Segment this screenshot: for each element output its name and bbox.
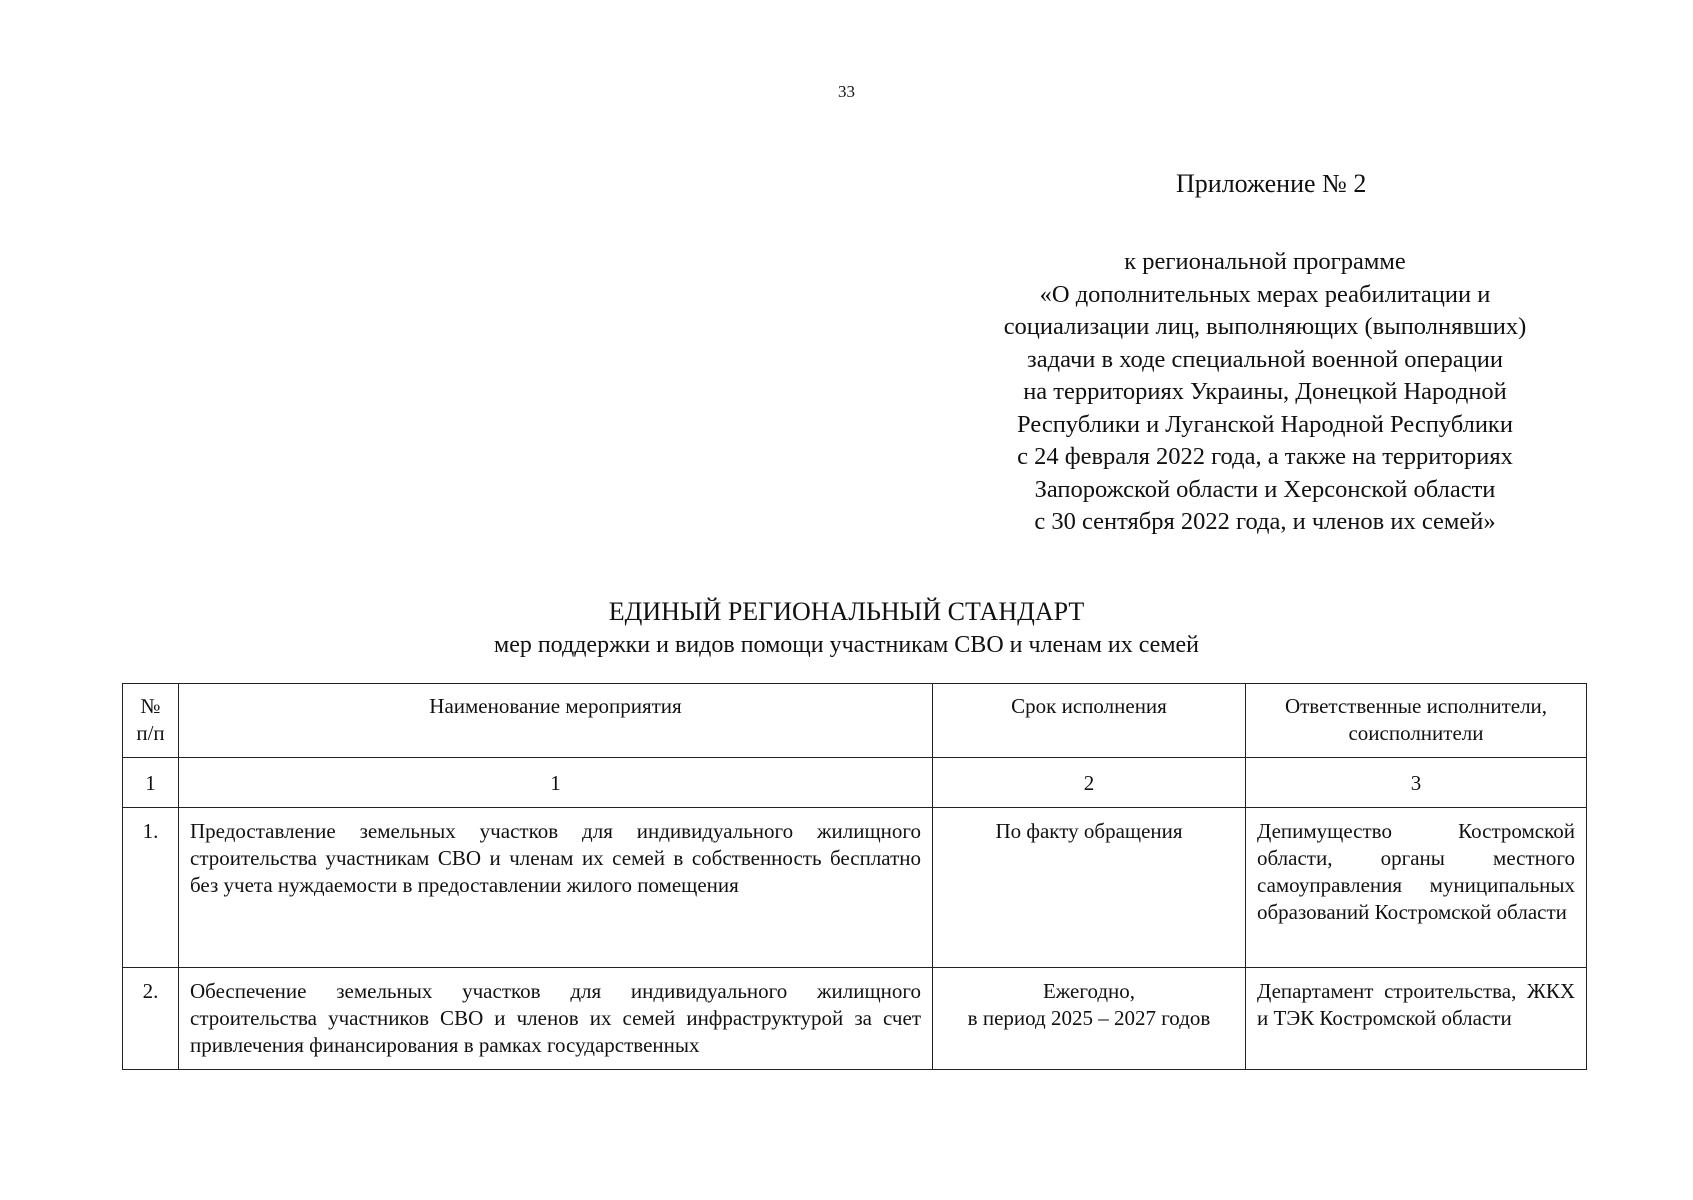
header-name: Наименование мероприятия [179,684,933,758]
appendix-line: с 30 сентября 2022 года, и членов их семей» [1034,508,1496,535]
row-number: 1. [123,808,179,968]
table-row [123,968,1587,1070]
measure-term: По факту обращения [933,808,1246,968]
appendix-reference [950,246,1580,539]
appendix-line: Республики и Луганской Народной Республики [1017,410,1513,438]
column-number: 1 [123,758,179,808]
column-number: 2 [933,758,1246,808]
table-header-row [123,684,1587,758]
page-number: 33 [838,82,855,101]
row-number: 2. [123,968,179,1070]
appendix-title: Приложение № 2 [1176,169,1367,198]
appendix-line: Запорожской области и Херсонской области [1034,475,1496,503]
measure-term [933,968,1246,1070]
header-responsible: Ответственные исполнители, соисполнители [1246,684,1587,758]
table-row [123,808,1587,968]
header-term: Срок исполнения [933,684,1246,758]
appendix-line: социализации лиц, выполняющих (выполнявших) [1003,313,1527,340]
appendix-line: «О дополнительных мерах реабилитации и [1039,280,1491,308]
measures-table [122,683,1587,1070]
appendix-line: к региональной программе [1124,248,1406,275]
header-num: № п/п [123,684,179,758]
measure-term-line: Ежегодно, [1042,979,1136,1003]
appendix-line: с 24 февраля 2022 года, а также на территориях [1017,443,1513,470]
appendix-line: задачи в ходе специальной военной операции [1027,345,1503,373]
document-title: ЕДИНЫЙ РЕГИОНАЛЬНЫЙ СТАНДАРТ [608,597,1085,626]
measure-responsible: Депимущество Костромской области, органы местного самоуправления муниципальных образований Костромской области [1246,808,1587,968]
document-subtitle: мер поддержки и видов помощи участникам СВО и членам их семей [494,632,1199,658]
column-numbers-row [123,758,1587,808]
column-number: 1 [179,758,933,808]
measure-term-line: в период 2025 – 2027 годов [967,1006,1211,1030]
column-number: 3 [1246,758,1587,808]
measure-name: Предоставление земельных участков для индивидуального жилищного строительства участникам СВО и членам их семей в собственность бесплатно без учета нуждаемости в предоставлении жилого помещения [179,808,933,968]
measure-name: Обеспечение земельных участков для индивидуального жилищного строительства участников СВО и членов их семей инфраструктурой за счет привлечения финансирования в рамках государственных [179,968,933,1070]
appendix-line: на территориях Украины, Донецкой Народной [1023,378,1507,405]
measure-responsible: Департамент строительства, ЖКХ и ТЭК Костромской области [1246,968,1587,1070]
